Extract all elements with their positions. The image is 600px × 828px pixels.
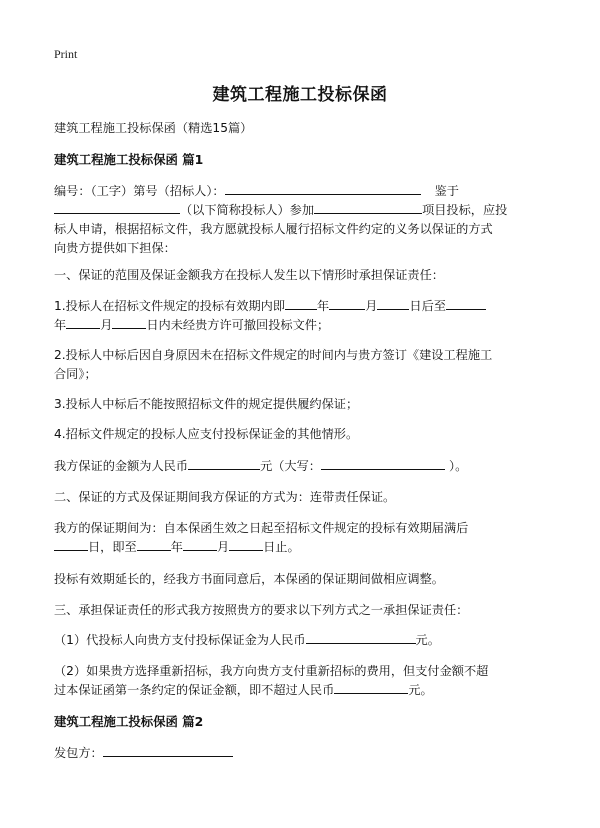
contractor-label: 发包方： [54, 746, 103, 760]
period-days-blank [54, 537, 88, 551]
amount-text-c: ）。 [449, 459, 468, 473]
document-subtitle: 建筑工程施工投标保函（精选15篇） [54, 121, 253, 135]
period-line-1: 我方的保证期间为：自本保函生效之日起至招标文件规定的投标有效期届满后 [54, 521, 469, 535]
intro-whereas-text: 鉴于 [434, 184, 459, 198]
item1-year-blank [285, 296, 317, 310]
option1-text-a: （1）代投标人向贵方支付投标保证金为人民币 [54, 633, 306, 647]
amount-text-a: 我方保证的金额为人民币 [54, 459, 189, 473]
item1-text-b: 年 [317, 299, 330, 313]
part3-title: 三、承担保证责任的形式我方按照贵方的要求以下列方式之一承担保证责任： [54, 603, 469, 617]
item1-text-c: 月 [365, 299, 378, 313]
item1-text-f: 月 [100, 318, 113, 332]
item1-end-year-blank [446, 296, 486, 310]
period-text-d: 月 [216, 540, 230, 554]
item1-month-blank [329, 296, 365, 310]
item1-day-blank [377, 296, 409, 310]
item1-end-day-blank [112, 315, 146, 329]
option2-line-2 [54, 680, 433, 700]
period-text-c: 年 [170, 540, 183, 554]
guarantee-amount-line [54, 456, 467, 476]
intro-line-1 [54, 181, 459, 201]
period-month-blank [183, 537, 217, 551]
intro-line-2 [54, 200, 507, 220]
item3: 3.投标人中标后不能按照招标文件的规定提供履约保证； [54, 397, 359, 411]
item1-text-d: 日后至 [409, 299, 446, 313]
option1-text-b: 元。 [415, 633, 440, 647]
item2-line-1: 2.投标人中标后因自身原因未在招标文件规定的时间内与贵方签订《建设工程施工 [54, 348, 493, 362]
item1-line-1 [54, 296, 486, 316]
intro-number-label: 编号：（工字）第号（招标人）： [54, 184, 225, 198]
option2-text-a: 过本保证函第一条约定的保证金额，即不超过人民币 [54, 683, 335, 697]
amount-figure-blank [188, 456, 260, 470]
period-text-e: 日止。 [263, 540, 300, 554]
amount-text-b: 元（大写： [260, 459, 321, 473]
contractor-line [54, 743, 233, 763]
intro-bidder-text: （以下简称投标人）参加 [180, 203, 315, 217]
amount-words-blank [321, 456, 445, 470]
item1-end-month-blank [66, 315, 100, 329]
intro-line-4: 向贵方提供如下担保： [54, 241, 176, 255]
document-title: 建筑工程施工投标保函 [212, 85, 388, 105]
part2-title: 二、保证的方式及保证期间我方保证的方式为：连带责任保证。 [54, 490, 396, 504]
project-name-blank [314, 200, 422, 214]
intro-project-text: 项目投标，应投 [422, 203, 508, 217]
intro-line-3: 标人申请，根据招标文件，我方愿就投标人履行招标文件约定的义务以保证的方式 [54, 222, 493, 236]
bidder-name-blank [54, 200, 180, 214]
period-day-blank [229, 537, 263, 551]
contractor-blank [103, 743, 233, 757]
option2-line-1: （2）如果贵方选择重新招标，我方向贵方支付重新招标的费用，但支付金额不超 [54, 664, 489, 678]
period-year-blank [137, 537, 171, 551]
option2-text-b: 元。 [408, 683, 433, 697]
section2-heading: 建筑工程施工投标保函 篇2 [54, 714, 204, 729]
period-text-b: 日，即至 [88, 540, 137, 554]
print-link[interactable]: Print [54, 47, 78, 61]
item1-text-e: 年 [54, 318, 67, 332]
option1-amount-blank [306, 630, 416, 644]
option2-amount-blank [334, 680, 408, 694]
item4: 4.招标文件规定的投标人应支付投标保证金的其他情形。 [54, 427, 359, 441]
option1-line [54, 630, 440, 650]
extension-clause: 投标有效期延长的，经我方书面同意后，本保函的保证期间做相应调整。 [54, 572, 444, 586]
part1-title: 一、保证的范围及保证金额我方在投标人发生以下情形时承担保证责任： [54, 268, 444, 282]
item1-text-g: 日内未经贵方许可撤回投标文件； [146, 318, 330, 332]
item2-line-2: 合同》； [54, 367, 97, 381]
section1-heading: 建筑工程施工投标保函 篇1 [54, 152, 204, 167]
item1-line-2 [54, 315, 329, 335]
item1-text-a: 1.投标人在招标文件规定的投标有效期内即 [54, 299, 286, 313]
period-line-2 [54, 537, 300, 557]
tenderer-blank [225, 181, 421, 195]
